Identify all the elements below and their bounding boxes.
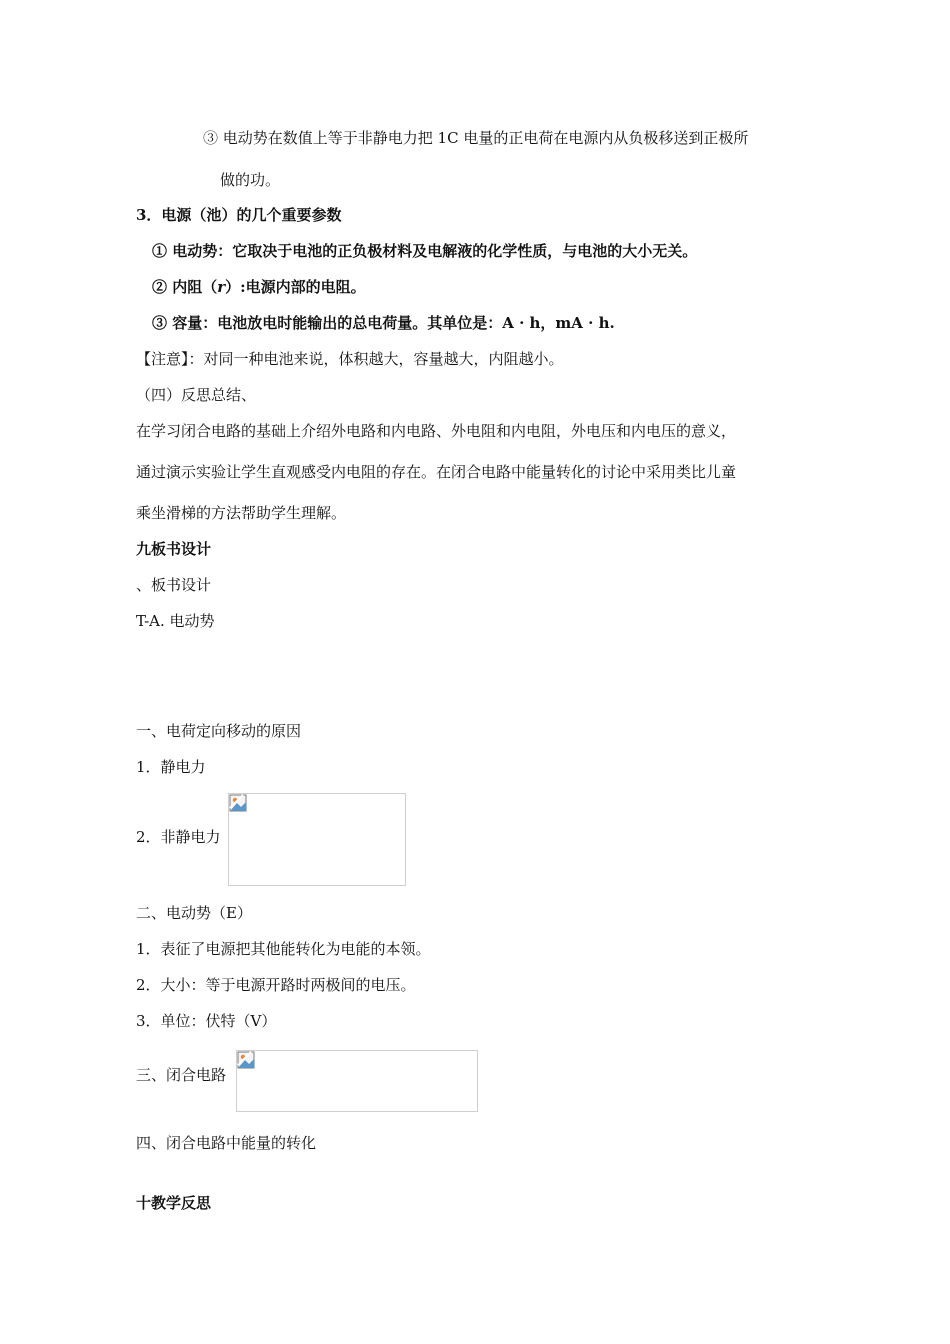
section-2-item-1: 1．表征了电源把其他能转化为电能的本领。	[136, 940, 431, 958]
section-2-item-3: 3．单位：伏特（V）	[136, 1012, 277, 1030]
subheading-blackboard-design: 、板书设计	[136, 576, 212, 594]
param-capacity: ③ 容量：电池放电时能输出的总电荷量。其单位是：A · h，mA · h.	[152, 314, 615, 332]
param-internal-resistance-r: r	[217, 278, 226, 296]
image-placeholder-1	[228, 793, 406, 886]
broken-image-icon	[237, 1051, 255, 1069]
section-1-item-1: 1．静电力	[136, 758, 206, 776]
broken-image-icon	[229, 794, 247, 812]
text-emf-definition-3: ③ 电动势在数值上等于非静电力把 1C 电量的正电荷在电源内从负极移送到正极所	[203, 129, 749, 147]
heading-teaching-reflection: 十教学反思	[136, 1194, 212, 1212]
section-2-title: 二、电动势（E）	[136, 904, 252, 922]
param-internal-resistance-b: ）:电源内部的电阻。	[225, 278, 366, 296]
note: 【注意】：对同一种电池来说，体积越大，容量越大，内阻越小。	[136, 350, 564, 368]
heading-blackboard-design: 九板书设计	[136, 540, 212, 558]
section-2-item-2: 2．大小：等于电源开路时两极间的电压。	[136, 976, 416, 994]
paragraph-line-1: 在学习闭合电路的基础上介绍外电路和内电路、外电阻和内电阻，外电压和内电压的意义，	[136, 422, 737, 440]
section-reflection-summary: （四）反思总结、	[136, 386, 257, 404]
section-4-title: 四、闭合电路中能量的转化	[136, 1134, 317, 1152]
section-1-title: 一、电荷定向移动的原因	[136, 722, 302, 740]
param-internal-resistance	[152, 277, 366, 297]
section-1-item-2: 2．非静电力	[136, 828, 221, 846]
section-3-title: 三、闭合电路	[136, 1066, 227, 1084]
paragraph-line-2: 通过演示实验让学生直观感受内电阻的存在。在闭合电路中能量转化的讨论中采用类比儿童	[136, 463, 737, 481]
param-emf: ① 电动势：它取决于电池的正负极材料及电解液的化学性质，与电池的大小无关。	[152, 242, 698, 260]
heading-battery-parameters: 3．电源（池）的几个重要参数	[136, 206, 342, 224]
param-internal-resistance-a: ② 内阻（	[152, 278, 218, 296]
topic-title: T-A. 电动势	[136, 612, 215, 630]
paragraph-line-3: 乘坐滑梯的方法帮助学生理解。	[136, 504, 347, 522]
image-placeholder-2	[236, 1050, 478, 1112]
text-emf-definition-3-cont: 做的功。	[220, 171, 281, 189]
